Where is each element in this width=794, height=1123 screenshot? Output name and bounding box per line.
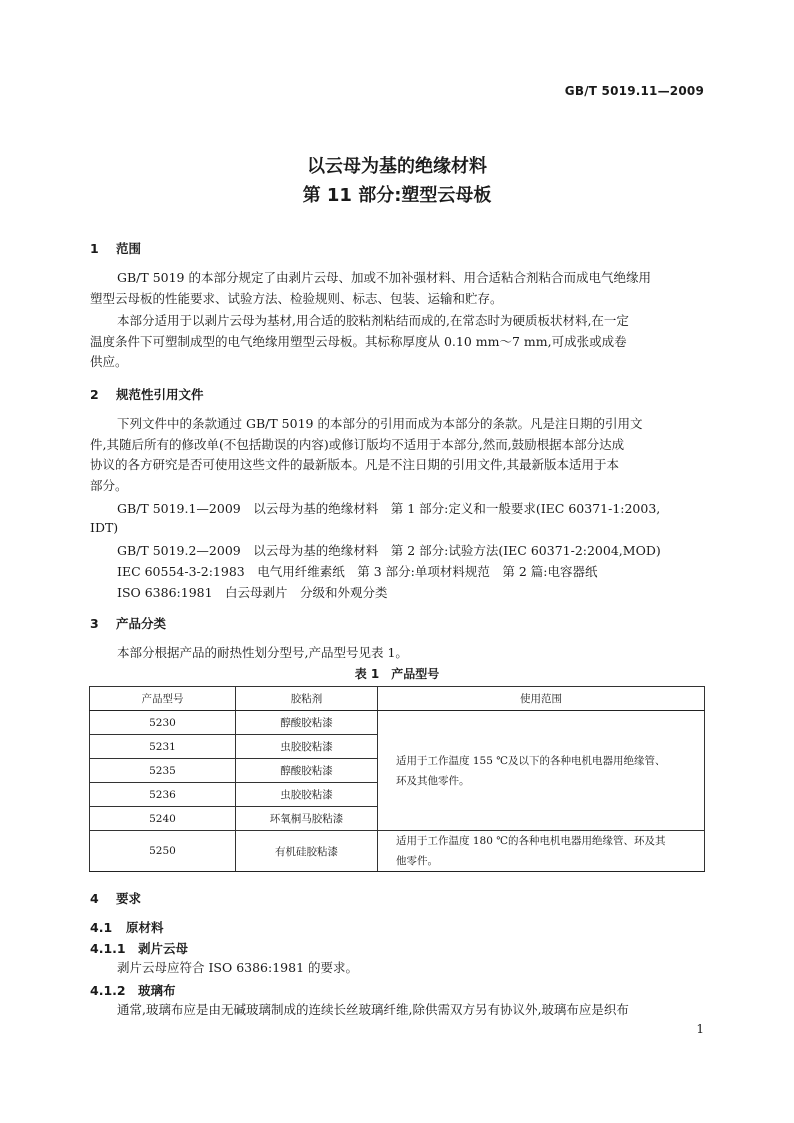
header-model: 产品型号: [90, 687, 236, 711]
section-4-1-1-paragraph: [90, 958, 704, 979]
section-label: 产品分类: [116, 616, 167, 631]
section-4-1-2-paragraph: [90, 1000, 704, 1021]
text-line: 协议的各方研究是否可使用这些文件的最新版本。凡是不注日期的引用文件,其最新版本适用于本: [90, 457, 619, 472]
table-row: [90, 711, 705, 735]
section-4-1-2-heading: [90, 981, 176, 999]
section-number: 4.1.2: [90, 983, 126, 998]
text-line: 部分。: [90, 477, 128, 493]
section-4-heading: [90, 889, 141, 907]
section-number: 1: [90, 241, 99, 256]
document-subtitle: 第 11 部分:塑型云母板: [302, 185, 492, 206]
adhesive-cell: 醇酸胶粘漆: [236, 711, 378, 735]
model-cell: 5250: [90, 831, 236, 872]
section-2-paragraph: [90, 414, 704, 496]
model-cell: 5231: [90, 735, 236, 759]
section-3-paragraph: [90, 643, 704, 664]
adhesive-cell: 虫胶胶粘漆: [236, 735, 378, 759]
reference-item: GB/T 5019.1—2009 以云母为基的绝缘材料 第 1 部分:定义和一般要求(IEC 60371-1:2003,: [117, 501, 661, 516]
text-line: 本部分根据产品的耐热性划分型号,产品型号见表 1。: [117, 645, 408, 660]
section-4-1-heading: [90, 918, 164, 936]
section-label: 规范性引用文件: [116, 387, 204, 402]
section-2-heading: [90, 385, 204, 403]
table-row: [90, 831, 705, 872]
standard-code: GB/T 5019.11—2009: [564, 84, 704, 98]
reference-item: IEC 60554-3-2:1983 电气用纤维素纸 第 3 部分:单项材料规范 第 2 篇:电容器纸: [117, 564, 598, 579]
adhesive-cell: 虫胶胶粘漆: [236, 783, 378, 807]
usage-line: 适用于工作温度 155 ℃及以下的各种电机电器用绝缘管、: [396, 754, 666, 767]
section-label: 要求: [116, 891, 142, 906]
model-cell: 5235: [90, 759, 236, 783]
text-line: 通常,玻璃布应是由无碱玻璃制成的连续长丝玻璃纤维,除供需双方另有协议外,玻璃布应是织布: [117, 1002, 629, 1017]
model-cell: 5230: [90, 711, 236, 735]
model-cell: 5236: [90, 783, 236, 807]
text-line: 下列文件中的条款通过 GB/T 5019 的本部分的引用而成为本部分的条款。凡是注日期的引用文: [117, 416, 643, 431]
adhesive-cell: 有机硅胶粘漆: [236, 831, 378, 872]
section-number: 4.1.1: [90, 941, 126, 956]
page-number: 1: [696, 1022, 704, 1036]
section-1-paragraph-1: [90, 268, 704, 309]
text-line: 剥片云母应符合 ISO 6386:1981 的要求。: [117, 960, 359, 975]
section-number: 4.1: [90, 920, 113, 935]
section-label: 剥片云母: [138, 941, 189, 956]
text-line: 供应。: [90, 354, 128, 369]
section-4-1-1-heading: [90, 939, 188, 957]
text-line: GB/T 5019 的本部分规定了由剥片云母、加或不加补强材料、用合适粘合剂粘合而成电气绝缘用: [117, 270, 651, 285]
text-line: 本部分适用于以剥片云母为基材,用合适的胶粘剂粘结而成的,在常态时为硬质板状材料,在一定: [117, 313, 629, 328]
section-label: 原材料: [126, 920, 164, 935]
usage-line: 他零件。: [396, 855, 438, 867]
section-label: 玻璃布: [138, 983, 176, 998]
usage-cell: [378, 831, 705, 872]
usage-cell: [378, 711, 705, 831]
reference-item-continuation: IDT): [90, 520, 119, 535]
section-3-heading: [90, 614, 166, 632]
section-number: 3: [90, 616, 99, 631]
reference-item: GB/T 5019.2—2009 以云母为基的绝缘材料 第 2 部分:试验方法(IEC 60371-2:2004,MOD): [117, 543, 661, 558]
section-label: 范围: [116, 241, 142, 256]
section-1-heading: [90, 239, 141, 257]
adhesive-cell: 环氧桐马胶粘漆: [236, 807, 378, 831]
product-model-table: [89, 686, 705, 872]
usage-line: 环及其他零件。: [396, 774, 470, 787]
text-line: 温度条件下可塑制成型的电气绝缘用塑型云母板。其标称厚度从 0.10 mm～7 mm,可成张或成卷: [90, 333, 627, 349]
table-caption: 表 1 产品型号: [354, 667, 440, 681]
header-usage: 使用范围: [378, 687, 705, 711]
header-adhesive: 胶粘剂: [236, 687, 378, 711]
section-number: 4: [90, 891, 99, 906]
document-title: 以云母为基的绝缘材料: [307, 156, 487, 177]
adhesive-cell: 醇酸胶粘漆: [236, 759, 378, 783]
section-1-paragraph-2: [90, 311, 704, 373]
reference-item: ISO 6386:1981 白云母剥片 分级和外观分类: [117, 585, 388, 600]
section-number: 2: [90, 387, 99, 402]
model-cell: 5240: [90, 807, 236, 831]
usage-line: 适用于工作温度 180 ℃的各种电机电器用绝缘管、环及其: [396, 835, 666, 847]
table-header-row: [90, 687, 705, 711]
text-line: 件,其随后所有的修改单(不包括勘误的内容)或修订版均不适用于本部分,然而,鼓励根据本部分达成: [90, 436, 625, 452]
text-line: 塑型云母板的性能要求、试验方法、检验规则、标志、包装、运输和贮存。: [90, 290, 503, 306]
